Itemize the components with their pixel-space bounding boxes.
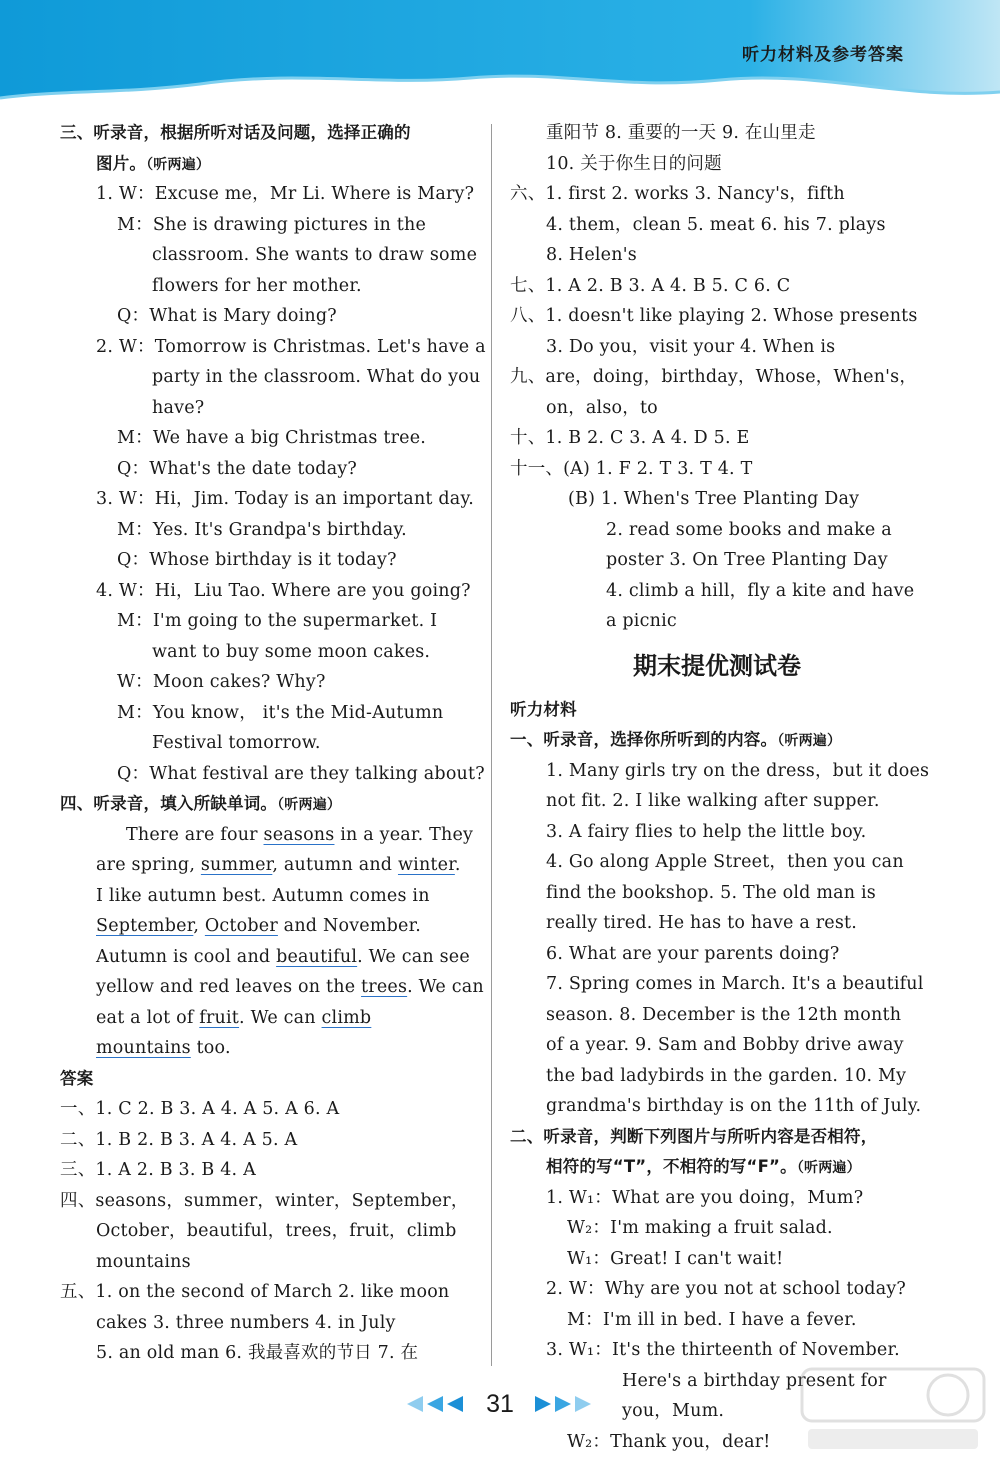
dialogue-line: M：She is drawing pictures in the — [117, 214, 427, 235]
transcript-line: season. 8. December is the 12th month — [546, 1004, 902, 1025]
dialogue-line: M：You know， it's the Mid-Autumn — [117, 702, 444, 723]
dialogue-line: M：I'm going to the supermarket. I — [117, 611, 438, 631]
passage-line: are spring, summer, autumn and winter. — [96, 855, 461, 875]
answer-line: on，also，to — [546, 397, 658, 418]
next-arrows-icon — [531, 1395, 595, 1413]
dialogue-line: W：Moon cakes? Why? — [117, 672, 326, 692]
answer-line: 5. an old man 6. 我最喜欢的节日 7. 在 — [96, 1343, 419, 1363]
dialogue-line: party in the classroom. What do you — [152, 367, 481, 387]
answer-line: 一、1. C 2. B 3. A 4. A 5. A 6. A — [60, 1099, 340, 1119]
transcript-line: of a year. 9. Sam and Bobby drive away — [546, 1035, 904, 1055]
dialogue-line: flowers for her mother. — [152, 275, 362, 296]
answers-heading: 答案 — [60, 1068, 94, 1088]
answer-line: cakes 3. three numbers 4. in July — [96, 1312, 396, 1333]
dialogue-line: Q：What festival are they talking about? — [117, 763, 485, 784]
answer-line: 2. read some books and make a — [606, 519, 892, 540]
dialogue-line: 2. W：Tomorrow is Christmas. Let's have a — [96, 336, 486, 357]
answer-line: 4. climb a hill，fly a kite and have — [606, 580, 915, 601]
answer-line: October，beautiful，trees，fruit，climb — [96, 1221, 457, 1241]
transcript-line: Here's a birthday present for — [622, 1370, 887, 1391]
section-4-heading: 四、听录音，填入所缺单词。（听两遍） — [60, 794, 342, 813]
dialogue-line: Festival tomorrow. — [152, 733, 321, 753]
listening-heading: 听力材料 — [510, 699, 577, 719]
transcript-line: 1. W₁：What are you doing，Mum? — [546, 1187, 864, 1208]
answer-line: 八、1. doesn't like playing 2. Whose presents — [510, 306, 918, 326]
passage-line: Autumn is cool and beautiful. We can see — [96, 946, 470, 967]
dialogue-line: 3. W：Hi，Jim. Today is an important day. — [96, 489, 474, 509]
answer-line: 3. Do you，visit your 4. When is — [546, 336, 836, 357]
answer-line: 九、are，doing，birthday，Whose，When's， — [510, 367, 918, 387]
dialogue-line: want to buy some moon cakes. — [152, 641, 431, 662]
answer-line: 8. Helen's — [546, 245, 637, 265]
section-3-heading: 三、听录音，根据所听对话及问题，选择正确的 — [60, 123, 411, 142]
answer-line: poster 3. On Tree Planting Day — [606, 550, 888, 570]
transcript-line: 6. What are your parents doing? — [546, 943, 840, 964]
answer-line: 十一、(A) 1. F 2. T 3. T 4. T — [510, 458, 753, 479]
dialogue-line: classroom. She wants to draw some — [152, 245, 478, 265]
transcript-line: 4. Go along Apple Street，then you can — [546, 852, 904, 872]
answer-line: 4. them，clean 5. meat 6. his 7. plays — [546, 214, 886, 235]
dialogue-line: Q：What's the date today? — [117, 458, 358, 479]
transcript-line: the bad ladybirds in the garden. 10. My — [546, 1065, 907, 1086]
transcript-line: W₂：Thank you，dear! — [567, 1431, 771, 1452]
dialogue-line: M：We have a big Christmas tree. — [117, 428, 427, 448]
dialogue-line: Q：What is Mary doing? — [117, 306, 337, 326]
transcript-line: M：I'm ill in bed. I have a fever. — [567, 1309, 857, 1330]
answer-line: 十、1. B 2. C 3. A 4. D 5. E — [510, 428, 750, 448]
passage-line: There are four seasons in a year. They — [126, 824, 474, 845]
answer-line: 二、1. B 2. B 3. A 4. A 5. A — [60, 1129, 298, 1150]
header-title: 听力材料及参考答案 — [742, 45, 904, 65]
answer-line: 10. 关于你生日的问题 — [546, 153, 722, 174]
section-2-heading-cont: 相符的写“T”，不相符的写“F”。（听两遍） — [546, 1157, 861, 1176]
transcript-line: W₁：Great! I can't wait! — [567, 1248, 784, 1269]
transcript-line: 3. W₁：It's the thirteenth of November. — [546, 1340, 900, 1360]
page-number: 31 — [486, 1390, 514, 1418]
answer-line: (B) 1. When's Tree Planting Day — [568, 489, 860, 509]
transcript-line: W₂：I'm making a fruit salad. — [567, 1218, 833, 1238]
left-column — [60, 118, 486, 1369]
transcript-line: grandma's birthday is on the 11th of July. — [546, 1096, 922, 1116]
passage-line: September, October and November. — [96, 916, 422, 936]
exam-title: 期末提优测试卷 — [633, 651, 801, 680]
answer-line: 四、seasons，summer，winter，September， — [60, 1190, 469, 1211]
transcript-line: 1. Many girls try on the dress，but it does — [546, 760, 930, 781]
transcript-line: not fit. 2. I like walking after supper. — [546, 791, 880, 811]
dialogue-line: M：Yes. It's Grandpa's birthday. — [117, 519, 407, 540]
answer-line: 五、1. on the second of March 2. like moon — [60, 1282, 450, 1302]
passage-line: eat a lot of fruit. We can climb — [96, 1007, 372, 1028]
answer-line: mountains — [96, 1251, 191, 1272]
dialogue-line: Q：Whose birthday is it today? — [117, 550, 397, 570]
answer-line: a picnic — [606, 611, 677, 631]
section-2-heading: 二、听录音，判断下列图片与所听内容是否相符， — [510, 1126, 878, 1146]
transcript-line: 3. A fairy flies to help the little boy. — [546, 821, 867, 842]
prev-arrows-icon — [405, 1395, 469, 1413]
transcript-line: you，Mum. — [622, 1401, 725, 1421]
passage-line: I like autumn best. Autumn comes in — [96, 885, 430, 906]
transcript-line: really tired. He has to have a rest. — [546, 913, 858, 933]
transcript-line: 2. W：Why are you not at school today? — [546, 1279, 907, 1299]
section-1-heading: 一、听录音，选择你所听到的内容。（听两遍） — [510, 730, 842, 749]
answer-line: 三、1. A 2. B 3. B 4. A — [60, 1160, 256, 1180]
transcript-line: find the bookshop. 5. The old man is — [546, 882, 876, 903]
dialogue-line: 4. W：Hi，Liu Tao. Where are you going? — [96, 580, 471, 601]
answer-line: 六、1. first 2. works 3. Nancy's，fifth — [510, 184, 845, 204]
answer-line: 重阳节 8. 重要的一天 9. 在山里走 — [546, 123, 816, 143]
right-column — [510, 118, 930, 1457]
passage-line: mountains too. — [96, 1038, 231, 1058]
column-divider — [491, 124, 492, 1366]
transcript-line: 7. Spring comes in March. It's a beautiful — [546, 974, 924, 994]
passage-line: yellow and red leaves on the trees. We can — [96, 977, 484, 997]
dialogue-line: have? — [152, 397, 205, 418]
dialogue-line: 1. W：Excuse me，Mr Li. Where is Mary? — [96, 184, 475, 204]
section-3-heading-cont: 图片。（听两遍） — [96, 153, 211, 173]
answer-line: 七、1. A 2. B 3. A 4. B 5. C 6. C — [510, 275, 791, 296]
watermark-logo — [798, 1365, 988, 1455]
